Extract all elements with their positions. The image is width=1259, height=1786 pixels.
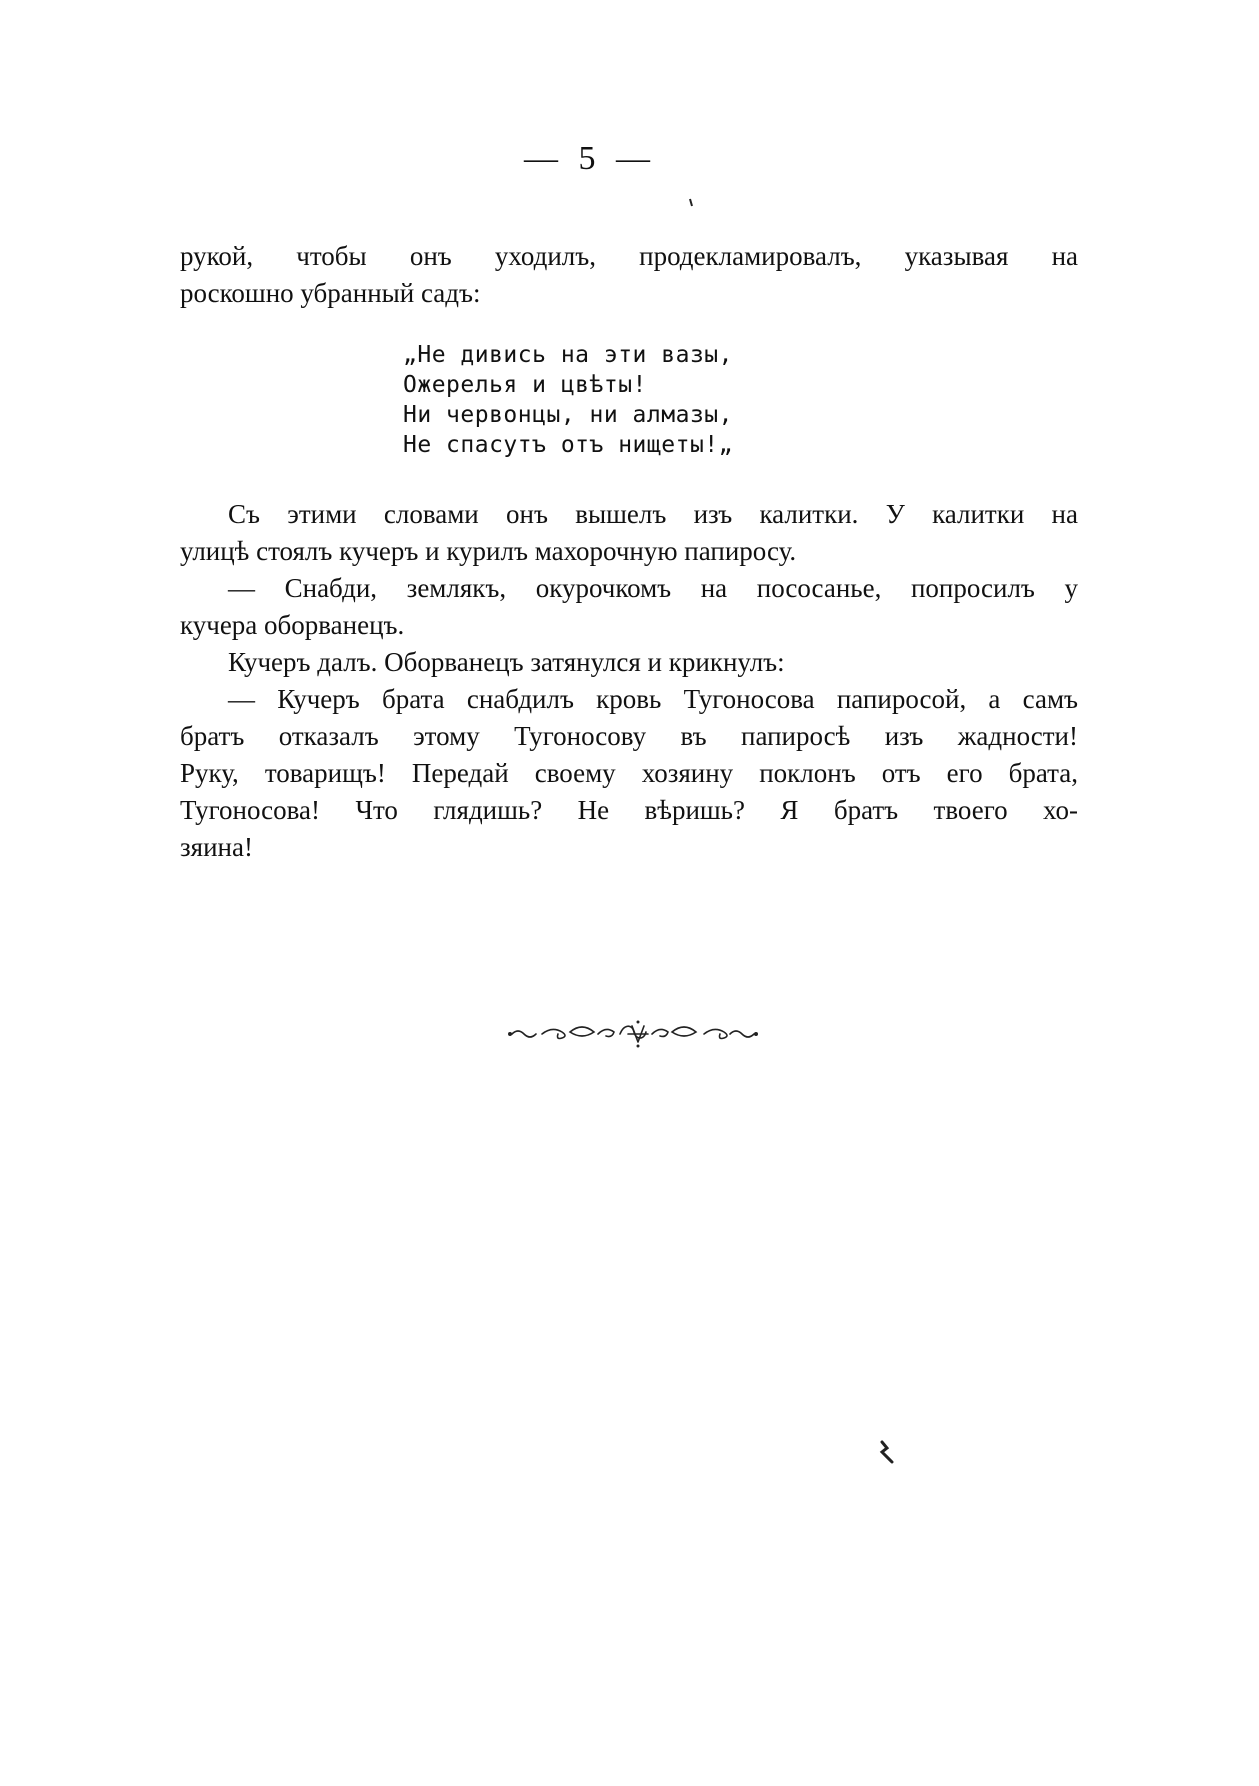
text-line: зяина! [180, 832, 253, 862]
text-line: — Кучеръ брата снабдилъ кровь Тугоносова папиросой, а самъ [228, 684, 1078, 714]
text-line: роскошно убранный садъ: [180, 278, 481, 308]
poem-line: Ожерелья и цвѣты! [403, 372, 647, 398]
text-line: Кучеръ далъ. Оборванецъ затянулся и крикнулъ: [228, 647, 785, 677]
poem-line: Ни червонцы, ни алмазы, [403, 402, 733, 428]
ink-speck-icon [688, 198, 694, 208]
poem-stanza [403, 340, 733, 460]
ink-speck-icon [878, 1440, 898, 1464]
text-line: братъ отказалъ этому Тугоносову въ папиросѣ изъ жадности! [180, 721, 1078, 751]
text-line: Тугоносова! Что глядишь? Не вѣришь? Я братъ твоего хо- [180, 795, 1078, 825]
text-line: — Снабди, землякъ, окурочкомъ на пососанье, попросилъ у [228, 573, 1078, 603]
paragraphs-bottom [180, 496, 1078, 866]
paragraph-top [180, 238, 1078, 312]
text-line: улицѣ стоялъ кучеръ и курилъ махорочную папиросу. [180, 536, 797, 566]
text-line: кучера оборванецъ. [180, 610, 405, 640]
poem-line: Не спасутъ отъ нищеты!„ [403, 432, 733, 458]
text-line: Руку, товарищъ! Передай своему хозяину поклонъ отъ его брата, [180, 758, 1078, 788]
text-line: рукой, чтобы онъ уходилъ, продекламировалъ, указывая на [180, 241, 1078, 271]
text-line: Съ этими словами онъ вышелъ изъ калитки. У калитки на [228, 499, 1078, 529]
page-number: — 5 — [524, 140, 656, 177]
poem-line: „Не дивись на эти вазы, [403, 342, 733, 368]
ornamental-divider-icon [508, 1016, 778, 1052]
